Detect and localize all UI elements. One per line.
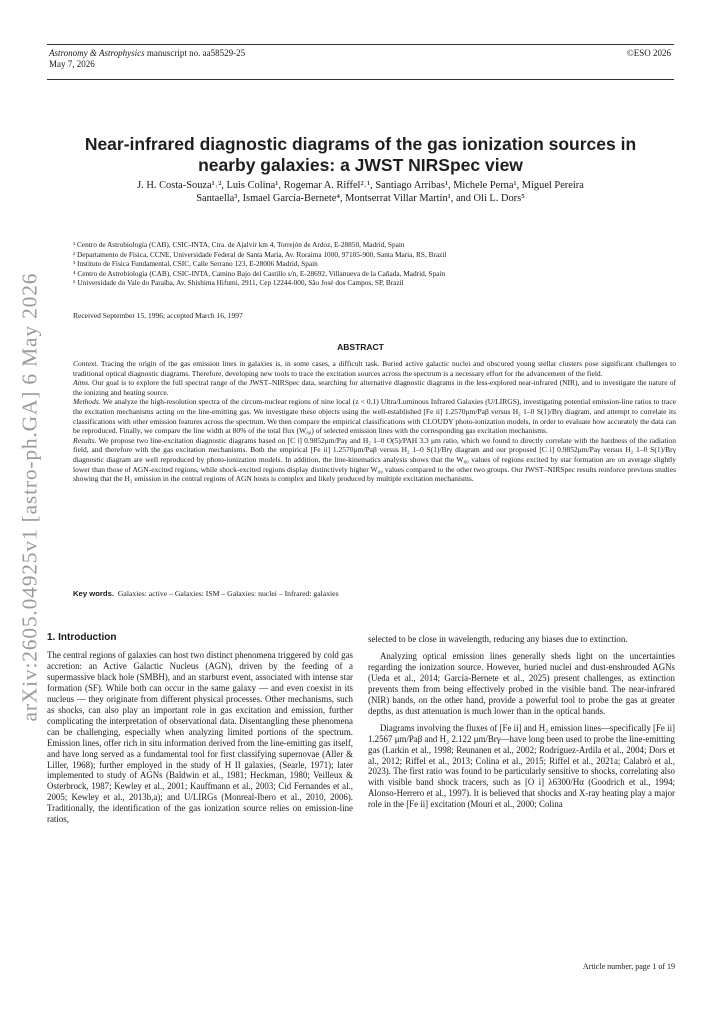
arxiv-stamp: arXiv:2605.04925v1 [astro-ph.GA] 6 May 2026 [17,272,42,722]
context-text: Tracing the origin of the gas emission lines in galaxies is, in some cases, a difficult task. Buried active galactic nuclei and obscured young stellar clusters pose significant challenges to traditional optical diagnostic diagrams. Therefore, developing new tools to trace the excitation sources across the spectrum is a necessary effort for the advancement of the field. [73,359,676,378]
abstract-body [73,359,676,484]
running-header [47,44,674,80]
abstract-methods [73,397,676,435]
affiliation-3: ³ Instituto de Física Fundamental, CSIC, Calle Serrano 123, E-28006 Madrid, Spain [73,259,318,269]
affiliation-5: ⁵ Universidade do Vale do Paraíba, Av. Shishima Hifumi, 2911, Cep 12244-000, São José dos Campos, SP, Brazil [73,278,404,288]
section-heading: 1. Introduction [47,632,117,643]
methods-label: Methods. [73,397,101,407]
affiliation-1: ¹ Centro de Astrobiología (CAB), CSIC-INTA, Ctra. de Ajalvir km 4, Torrejón de Ardoz, E-28850, Madrid, Spain [73,240,405,249]
intro-paragraph-1: The central regions of galaxies can host two distinct phenomena triggered by cold gas accretion: an Active Galactic Nucleus (AGN), driven by the feeding of a supermassive black hole (SMBH), and an starburst event, associated with intense star formation (SF). While both can occur in the same galaxy — and even coexist in its nucleus — they originate from different physical processes. Other mechanisms, such as shocks, can also play an important role in gas excitation and emission, further complicating the interpretation of observational data. Disentangling these phenomena can be challenging, especially when analyzing limited portions of the spectrum. Emission lines, offer rich in situ information derived from the line-emitting gas itself, and have long served as a fundamental tool for first classifying supernovae (Aller & Liller, 1968); further employed in the study of H II galaxies, (Searle, 1971); later implemented to study of AGNs (Baldwin et al., 1981; Heckman, 1980; Veilleux & Osterbrock, 1987; Kewley et al., 2001; Kauffmann et al., 2003; Cid Fernandes et al., 2005; Kewley et al., 2013b,a); and U/LIRGs (Monreal-Ibero et al., 2010, 2006). Traditionally, the identification of the gas ionization source relies on emission-line ratios, [47,650,353,825]
intro-right-column [368,634,675,810]
title-line-1: Near-infrared diagnostic diagrams of the gas ionization sources in [84,134,637,154]
affiliation-4: ⁴ Centro de Astrobiología (CAB), CSIC-INTA, Camino Bajo del Castillo s/n, E-28692, Villanueva de la Cañada, Madrid, Spain [73,268,446,278]
paper-title [40,134,681,176]
context-label: Context. [73,359,99,368]
intro-paragraph-continued: selected to be close in wavelength, reducing any biases due to extinction. [368,634,628,644]
methods-text: We analyze the high-resolution spectra of the circum-nuclear regions of nine local (z < 0.1) Ultra/Luminous Infrared Galaxies (U/LIRGS), investigating potential emission-line ratios to trace the excitation mechanisms acting on the line-emitting gas. We investigate these objects using the well-established [Fe ii] 1.2570μm/Paβ versus H₂ 1–0 S(1)/Brγ diagram, and attempt to correlate its classifications with other emission features across the spectrum. We then compare the empirical classifications with CLOUDY photo-ionization models, in order to evaluate how accurately the data can be reproduced. Finally, we compare the line width at 80% of the total flux (W₈₀) of selected emission lines with the corresponding gas excitation mechanisms. [73,397,676,436]
results-label: Results. [73,435,97,445]
header-date: May 7, 2026 [49,59,95,69]
abstract-context [73,359,676,378]
abstract-heading: ABSTRACT [337,342,384,352]
affiliation-2: ² Departamento de Física, CCNE, Universidade Federal de Santa Maria, Av. Roraima 1000, 97105-900, Santa Maria, RS, Brazil [73,249,447,259]
aims-text: Our goal is to explore the full spectral range of the JWST–NIRSpec data, searching for alternative diagnostic diagrams in the less-explored near-infrared (NIR), and to investigate the nature of the ionizing and heating source. [73,378,677,397]
manuscript-line [49,48,245,59]
abstract-results [73,436,676,484]
intro-paragraph-3: Diagrams involving the fluxes of [Fe ii] and H₂ emission lines—specifically [Fe ii] 1.2567 μm/Paβ and H₂ 2.122 μm/Brγ—have long been used to probe the line-emitting gas (Larkin et al., 1998; Reunanen et al., 2002; Rodríguez-Ardila et al., 2004; Dors et al., 2012; Riffel et al., 2013; Colina et al., 2015; Riffel et al., 2021a; Calabrò et al., 2023). The first ratio was found to be particularly sensitive to shocks, correlating also with visible band shock tracers, such as [O i] λ6300/Hα (Goodrich et al., 1994; Alonso-Herrero et al., 1997). It is believed that shocks and X-ray heating play a major role in the [Fe ii] excitation (Mouri et al., 2000; Colina [368,722,675,810]
title-line-2: nearby galaxies: a JWST NIRSpec view [198,155,523,175]
author-list [60,179,661,205]
results-text: We propose two line-excitation diagnostic diagrams based on [C i] 0.9852μm/Paγ and H₂ 1–0 O(5)/PAH 3.3 μm ratio, which we found to directly correlate with the hardness of the radiation field, and therefore with the gas excitation mechanisms. Both the empirical [Fe ii] 1.2570μm/Paβ versus H₂ 1–0 S(1)/Brγ diagram and our proposed [C i] 0.9852μm/Paγ versus H₂ 1–0 S(1)/Brγ diagnostic diagram are well reproduced by photo-ionization models. In addition, the line-kinematics analysis shows that the W₈₀ values of regions excited by star formation are on average slightly lower than those of AGN-excited regions, while shock-excited regions display distinctively higher W₈₀ values compared to the other two groups. Our JWST–NIRSpec results reinforce previous studies showing that the H₂ emission in the central regions of AGN hosts is complex and likely produced by multiple excitation mechanisms. [73,435,676,484]
intro-paragraph-2: Analyzing optical emission lines generally sheds light on the uncertainties regarding the ionization source. However, buried nuclei and dust-enshrouded AGNs (Ueda et al., 2014; García-Bernete et al., 2025) present challenges, as extinction prevents them from being effectively probed in the visible band. The near-infrared (NIR) bands, on the other hand, provide a powerful tool to probe the gas at greater depths, as dust attenuation is much lower than in the optical bands. [368,650,675,716]
page-footer: Article number, page 1 of 19 [582,962,675,971]
journal-name: Astronomy & Astrophysics [49,48,145,58]
authors-line-2: Santaella³, Ismael García-Bernete⁴, Montserrat Villar Martín¹, and Oli L. Dors⁵ [196,193,525,204]
manuscript-number: manuscript no. aa58529-25 [146,48,246,58]
abstract-aims [73,378,676,397]
received-dates: Received September 15, 1996; accepted March 16, 1997 [73,311,243,320]
keywords-label: Key words. [73,589,115,598]
affiliations [73,240,673,288]
aims-label: Aims. [73,378,90,388]
copyright: ©ESO 2026 [626,48,671,58]
keywords [73,589,676,598]
authors-line-1: J. H. Costa-Souza¹˒², Luis Colina¹, Rogemar A. Riffel²˒¹, Santiago Arribas¹, Michele Perna¹, Miguel Pereira [137,180,584,191]
keywords-text: Galaxies: active – Galaxies: ISM – Galaxies: nuclei – Infrared: galaxies [117,589,339,598]
intro-left-column [47,650,353,825]
